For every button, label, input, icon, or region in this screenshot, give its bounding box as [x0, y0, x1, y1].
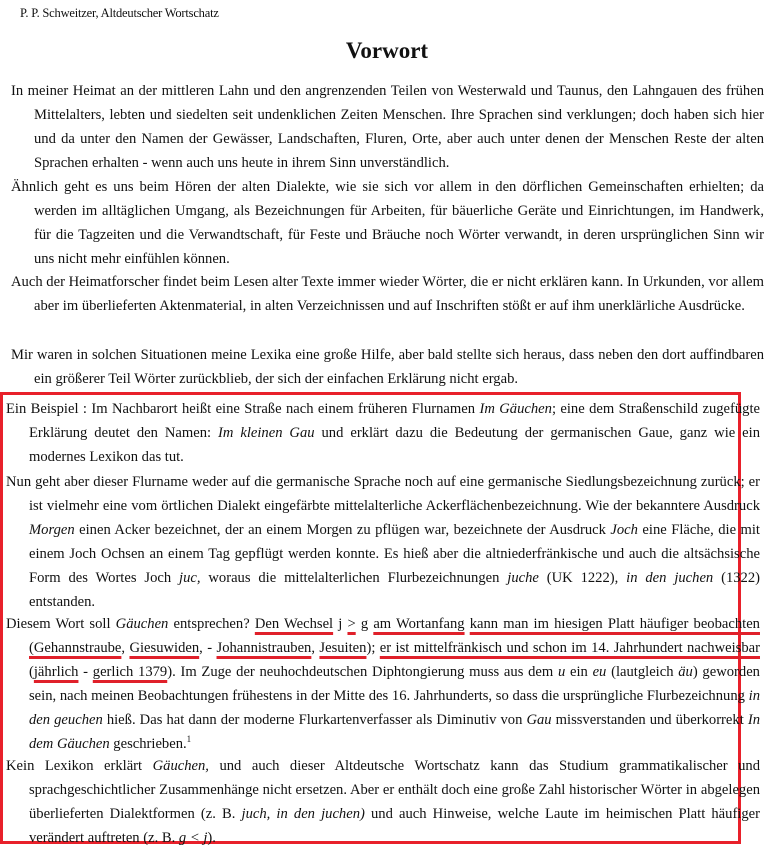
text: Nun geht aber dieser Flurname weder auf die germanische Sprache noch auf eine germanische Siedlungsbezeichnung zurück; er ist vielmehr eine vom örtlichen Dialekt eingefärbte mittelalterliche Ackerflächenbezeichnung. Wie der bekanntere Ausdruck — [6, 474, 760, 514]
text: geschrieben. — [109, 736, 187, 752]
text: ; eine dem Straßenschild zugefügte Erklärung deutet den Namen: — [29, 401, 761, 441]
italic-term: juche — [507, 570, 539, 586]
underlined-text: gerlich 1379 — [92, 664, 168, 680]
underlined-text: Den Wechsel — [254, 616, 334, 632]
italic-term: eu — [592, 664, 607, 680]
paragraph-example — [6, 397, 760, 469]
text: - — [78, 664, 93, 680]
italic-term: Morgen — [29, 522, 75, 538]
text: (1322) entstanden. — [29, 570, 760, 610]
italic-term: Gau — [526, 712, 552, 728]
text: (lautgleich — [606, 664, 679, 680]
text: ). — [207, 830, 216, 846]
underlined-text: kann man im hiesigen Platt häufiger beobachten (Gehannstraube — [29, 616, 760, 656]
text: ein — [565, 664, 593, 680]
text: missverstanden und überkorrekt — [551, 712, 748, 728]
paragraph-2: Ähnlich geht es uns beim Hören der alten Dialekte, wie sie sich vor allem in den dörflichen Gemeinschaften erhielten; da werden im alltäglichen Umgang, als Bezeichnungen für Arbeiten, für bäuerliche Geräte und Einrichtungen, im Handwerk, für die Tagzeiten und die Verwandtschaft, für Feste und Bräuche noch Wörter verwandt, in deren ursprünglichen Sinn wir uns nicht mehr einfühlen können. — [11, 179, 764, 267]
text: und auch Hinweise, welche Laute im heimischen Platt häufiger verändert auftreten (z. B. — [29, 806, 760, 846]
italic-term: In dem Gäuchen — [29, 712, 760, 752]
paragraph-flurname — [6, 470, 760, 614]
text: (UK 1222), — [538, 570, 627, 586]
paragraph-4: Mir waren in solchen Situationen meine Lexika eine große Hilfe, aber bald stellte sich heraus, dass neben den dort auffindbaren ein größerer Teil Wörter zurückblieb, der sich der einfachen Erklärung nicht ergab. — [11, 347, 764, 387]
text: , — [311, 640, 320, 656]
text: einen Acker bezeichnet, der an einem Morgen zu pflügen war, bezeichnete der Ausdruck — [74, 522, 611, 538]
italic-term: in den juchen — [626, 570, 714, 586]
italic-term: Joch — [610, 522, 638, 538]
running-head: P. P. Schweitzer, Altdeutscher Wortschatz — [20, 6, 219, 20]
text: , — [121, 640, 130, 656]
paragraph-3: Auch der Heimatforscher findet beim Lesen alter Texte immer wieder Wörter, die er nicht erklären kann. In Urkunden, vor allem aber im überlieferten Aktenmaterial, in alten Verzeichnissen und auf Inschriften stößt er auf ihm unerklärliche Ausdrücke. — [11, 274, 764, 314]
italic-term: äu — [678, 664, 693, 680]
text: woraus die mittelalterlichen Flurbezeichnungen — [200, 570, 508, 586]
underlined-text: Johannistrauben — [216, 640, 312, 656]
italic-term: Gäuchen — [115, 616, 169, 632]
italic-term: juc, — [179, 570, 201, 586]
text: ( — [29, 664, 34, 680]
text: ). Im Zuge der neuhochdeutschen Diphtongierung muss aus dem — [167, 664, 558, 680]
underlined-text: Giesuwiden — [129, 640, 200, 656]
text: und erklärt dazu die Bedeutung der germanischen Gaue, ganz wie ein modernes Lexikon das tut. — [29, 425, 761, 465]
italic-term: Im kleinen Gau — [218, 425, 315, 441]
text: Kein Lexikon erklärt — [6, 758, 153, 774]
underlined-text: jährlich — [33, 664, 79, 680]
text: hieß. Das hat dann der moderne Flurkartenverfasser als Diminutiv von — [102, 712, 527, 728]
underlined-text: Jesuiten — [319, 640, 367, 656]
underlined-text: am Wortanfang — [373, 616, 465, 632]
text: entsprechen? — [168, 616, 255, 632]
italic-term: g < j — [178, 830, 208, 846]
paragraph-gaeuchen — [6, 612, 760, 756]
text: und auch dieser Altdeutsche Wortschatz kann das Studium grammatikalischer und sprachgeschichtlicher Zusammenhänge nicht ersetzen. Aber er enthält doch eine große Zahl historischer Wörter in abgelegen überlieferten Dialektformen (z. B. — [29, 758, 760, 822]
italic-term: Im Gäuchen — [479, 401, 552, 417]
text: Diesem Wort soll — [6, 616, 116, 632]
text: ); — [366, 640, 380, 656]
italic-term: u — [557, 664, 566, 680]
italic-term: Gäuchen, — [152, 758, 209, 774]
text: , - — [199, 640, 217, 656]
italic-term: juch, in den juchen) — [241, 806, 365, 822]
text: g — [355, 616, 374, 632]
paragraph-1: In meiner Heimat an der mittleren Lahn und den angrenzenden Teilen von Westerwald und Taunus, den Lahngauen des frühen Mittelalters, lebten und siedelten seit undenklichen Zeiten Menschen. Ihre Sprachen sind verklungen; doch haben sich hier und da unter den Namen der Gewässer, Landschaften, Fluren, Orte, aber auch unter denen der Menschen Reste der alten Sprachen erhalten - wenn auch uns heute in ihrem Sinn unverständlich. — [11, 83, 764, 171]
page-title: Vorwort — [345, 38, 429, 63]
footnote-marker[interactable]: 1 — [186, 734, 192, 745]
italic-term: in den geuchen — [29, 688, 760, 728]
paragraph-conclusion — [6, 754, 760, 850]
text: eine Fläche, die mit einem Joch Ochsen an einem Tag gepflügt werden konnte. Es hieß aber die altniederfränkische und auch die altsächsische Form des Wortes Joch — [29, 522, 760, 586]
text: Ein Beispiel : Im Nachbarort heißt eine Straße nach einem früheren Flurnamen — [6, 401, 480, 417]
underlined-text: er ist mittelfränkisch und schon im 14. Jahrhundert nachweisbar — [379, 640, 760, 656]
text: ) geworden sein, nach meinen Beobachtungen frühestens in der Mitte des 16. Jahrhunderts, so dass die ursprüngliche Flurbezeichnung — [29, 664, 760, 704]
underlined-text: > — [347, 616, 356, 632]
text: j — [333, 616, 348, 632]
